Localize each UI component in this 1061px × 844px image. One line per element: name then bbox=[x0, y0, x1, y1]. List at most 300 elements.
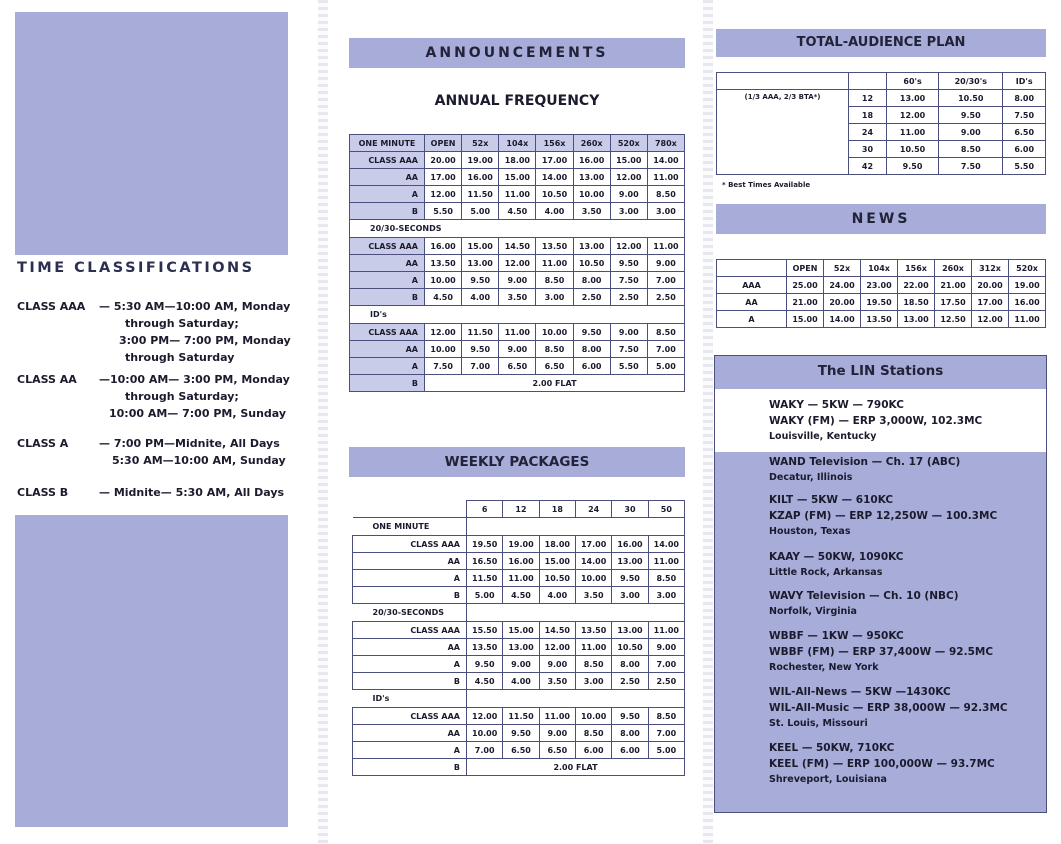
rate-cell: 2.50 bbox=[573, 289, 610, 306]
rate-cell: 4.50 bbox=[499, 203, 536, 220]
rate-cell: 14.00 bbox=[824, 311, 861, 328]
flat-rate-cell: 2.00 FLAT bbox=[467, 759, 685, 776]
rate-cell: 5.50 bbox=[425, 203, 462, 220]
rate-cell: 8.00 bbox=[573, 341, 610, 358]
rate-cell: 13.00 bbox=[612, 622, 648, 639]
rate-cell: 7.00 bbox=[462, 358, 499, 375]
row-label: A bbox=[353, 570, 467, 587]
rate-cell: 5.50 bbox=[610, 358, 647, 375]
rate-cell: 13.50 bbox=[861, 311, 898, 328]
rate-cell: 7.00 bbox=[647, 272, 684, 289]
rate-cell: 7.50 bbox=[610, 341, 647, 358]
rate-cell: 16.00 bbox=[573, 152, 610, 169]
class-time-line: 5:30 AM—10:00 AM, Sunday bbox=[112, 454, 286, 467]
table-header-row bbox=[717, 73, 1046, 90]
class-time-line: through Saturday; bbox=[125, 317, 239, 330]
rate-cell: 15.00 bbox=[539, 553, 575, 570]
rate-cell: 14.50 bbox=[499, 238, 536, 255]
table-row bbox=[353, 570, 685, 587]
station-line: KZAP (FM) — ERP 12,250W — 100.3MC bbox=[769, 510, 998, 522]
rate-cell: 6.50 bbox=[536, 358, 573, 375]
station-line: WAKY (FM) — ERP 3,000W, 102.3MC bbox=[769, 415, 983, 427]
rate-cell: 10.00 bbox=[573, 186, 610, 203]
rate-cell: 12.00 bbox=[467, 708, 503, 725]
rate-cell: 13.00 bbox=[573, 169, 610, 186]
section-label: 20/30-SECONDS bbox=[372, 608, 445, 617]
station-location: Louisville, Kentucky bbox=[769, 431, 877, 442]
rate-cell: 17.00 bbox=[425, 169, 462, 186]
class-label: CLASS AAA bbox=[17, 300, 86, 313]
station-location: Little Rock, Arkansas bbox=[769, 567, 883, 578]
rate-cell: 9.50 bbox=[462, 341, 499, 358]
station-location: Norfolk, Virginia bbox=[769, 606, 857, 617]
rate-cell: 6.00 bbox=[612, 742, 648, 759]
row-label: AA bbox=[350, 169, 425, 186]
header-cell bbox=[717, 260, 787, 277]
header-cell: 50 bbox=[648, 501, 684, 518]
station-group-wand bbox=[769, 454, 960, 486]
station-line: KEEL (FM) — ERP 100,000W — 93.7MC bbox=[769, 758, 995, 770]
rate-cell: 13.50 bbox=[536, 238, 573, 255]
table-row bbox=[353, 673, 685, 690]
rate-cell: 17.50 bbox=[935, 294, 972, 311]
rate-cell: 8.00 bbox=[573, 272, 610, 289]
row-label: AA bbox=[353, 553, 467, 570]
table-row: 18 12.00 9.50 7.50 bbox=[717, 107, 1046, 124]
station-group-keel bbox=[769, 740, 995, 788]
station-group-wbbf bbox=[769, 628, 993, 676]
section-label: 20/30-SECONDS bbox=[350, 220, 685, 238]
section-label: ID's bbox=[372, 694, 390, 703]
rate-cell: 23.00 bbox=[861, 277, 898, 294]
table-row bbox=[353, 587, 685, 604]
header-cell: 104x bbox=[861, 260, 898, 277]
table-row: 24 11.00 9.00 6.50 bbox=[717, 124, 1046, 141]
rate-cell: 21.00 bbox=[787, 294, 824, 311]
station-line: KILT — 5KW — 610KC bbox=[769, 494, 894, 506]
rate-cell: 9.00 bbox=[539, 656, 575, 673]
station-line: KAAY — 50KW, 1090KC bbox=[769, 551, 904, 563]
section-label-row bbox=[353, 518, 685, 536]
table-row bbox=[717, 311, 1046, 328]
rate-cell: 19.50 bbox=[467, 536, 503, 553]
row-label: A bbox=[350, 272, 425, 289]
table-row bbox=[353, 742, 685, 759]
rate-cell: 11.00 bbox=[647, 169, 684, 186]
rate-cell: 8.50 bbox=[648, 570, 684, 587]
rate-cell: 9.00 bbox=[610, 186, 647, 203]
rate-cell: 3.00 bbox=[575, 673, 611, 690]
rate-cell: 16.00 bbox=[425, 238, 462, 255]
rate-cell: 9.00 bbox=[499, 272, 536, 289]
rate-cell: 9.50 bbox=[610, 255, 647, 272]
rate-cell: 12.00 bbox=[499, 255, 536, 272]
rate-cell: 11.00 bbox=[648, 553, 684, 570]
station-line: KEEL — 50KW, 710KC bbox=[769, 742, 895, 754]
row-label: A bbox=[350, 186, 425, 203]
station-line: WBBF (FM) — ERP 37,400W — 92.5MC bbox=[769, 646, 994, 658]
header-cell: OPEN bbox=[787, 260, 824, 277]
rate-cell: 15.50 bbox=[467, 622, 503, 639]
rate-cell: 4.00 bbox=[536, 203, 573, 220]
table-row: 30 10.50 8.50 6.00 bbox=[717, 141, 1046, 158]
rate-cell: 25.00 bbox=[787, 277, 824, 294]
section-label: ONE MINUTE bbox=[372, 522, 430, 531]
rate-cell: 13.00 bbox=[898, 311, 935, 328]
rate-cell: 9.00 bbox=[610, 324, 647, 341]
rate-cell: 9.00 bbox=[648, 639, 684, 656]
annual-frequency-title: ANNUAL FREQUENCY bbox=[434, 93, 600, 109]
rate-cell: 17.00 bbox=[575, 536, 611, 553]
rate-cell: 7.50 bbox=[425, 358, 462, 375]
rate-cell: 11.00 bbox=[575, 639, 611, 656]
rate-cell: 8.50 bbox=[536, 341, 573, 358]
rate-cell: 19.00 bbox=[503, 536, 539, 553]
rate-cell: 19.00 bbox=[462, 152, 499, 169]
rate-cell: 11.50 bbox=[467, 570, 503, 587]
rate-cell: 9.50 bbox=[573, 324, 610, 341]
rate-cell: 9.50 bbox=[503, 725, 539, 742]
station-location: Houston, Texas bbox=[769, 526, 851, 537]
rate-cell: 15.00 bbox=[462, 238, 499, 255]
table-row bbox=[350, 289, 685, 306]
rate-cell: 15.00 bbox=[610, 152, 647, 169]
rate-cell: 6.50 bbox=[503, 742, 539, 759]
station-location: Shreveport, Louisiana bbox=[769, 774, 887, 785]
section-label-row bbox=[353, 690, 685, 708]
station-line: WAVY Television — Ch. 10 (NBC) bbox=[769, 590, 959, 602]
row-label: B bbox=[350, 203, 425, 220]
table-row bbox=[350, 375, 685, 392]
rate-cell: 9.00 bbox=[503, 656, 539, 673]
header-cell: 156x bbox=[536, 135, 573, 152]
rate-cell: 10.00 bbox=[575, 708, 611, 725]
rate-cell: 9.00 bbox=[499, 341, 536, 358]
rate-cell: 18.50 bbox=[898, 294, 935, 311]
rate-cell: 3.50 bbox=[575, 587, 611, 604]
row-label: A bbox=[353, 742, 467, 759]
station-group-wil bbox=[769, 684, 1008, 732]
row-label: AA bbox=[350, 255, 425, 272]
header-cell: ONE MINUTE bbox=[350, 135, 425, 152]
rate-cell: 2.50 bbox=[610, 289, 647, 306]
table-row bbox=[350, 341, 685, 358]
table-row bbox=[353, 656, 685, 673]
row-label: AA bbox=[353, 725, 467, 742]
rate-cell: 10.50 bbox=[612, 639, 648, 656]
rate-cell: 6.50 bbox=[539, 742, 575, 759]
rate-cell: 22.00 bbox=[898, 277, 935, 294]
rate-cell: 11.00 bbox=[539, 708, 575, 725]
station-line: WAKY — 5KW — 790KC bbox=[769, 399, 904, 411]
rate-cell: 5.00 bbox=[462, 203, 499, 220]
rate-cell: 7.00 bbox=[648, 656, 684, 673]
rate-cell: 17.00 bbox=[972, 294, 1009, 311]
total-audience-header: TOTAL-AUDIENCE PLAN bbox=[716, 29, 1046, 57]
table-row bbox=[350, 203, 685, 220]
rate-cell: 12.00 bbox=[972, 311, 1009, 328]
row-label: B bbox=[350, 375, 425, 392]
rate-cell: 14.00 bbox=[648, 536, 684, 553]
rate-cell: 10.00 bbox=[536, 324, 573, 341]
row-label: A bbox=[353, 656, 467, 673]
rate-cell: 4.00 bbox=[462, 289, 499, 306]
rate-cell: 13.00 bbox=[573, 238, 610, 255]
rate-cell: 3.00 bbox=[610, 203, 647, 220]
row-label: A bbox=[350, 358, 425, 375]
rate-cell: 4.50 bbox=[425, 289, 462, 306]
table-row: (1/3 AAA, 2/3 BTA*) 12 13.00 10.50 8.00 bbox=[717, 90, 1046, 107]
rate-cell: 8.00 bbox=[612, 725, 648, 742]
rate-cell: 16.00 bbox=[462, 169, 499, 186]
rate-cell: 20.00 bbox=[972, 277, 1009, 294]
section-label-row bbox=[353, 604, 685, 622]
header-cell: 6 bbox=[467, 501, 503, 518]
rate-cell: 9.50 bbox=[462, 272, 499, 289]
rate-cell: 2.50 bbox=[648, 673, 684, 690]
rate-cell: 9.00 bbox=[539, 725, 575, 742]
class-time-line: through Saturday; bbox=[125, 390, 239, 403]
station-location: Decatur, Illinois bbox=[769, 472, 853, 483]
rate-cell: 3.00 bbox=[648, 587, 684, 604]
class-time-line: — 5:30 AM—10:00 AM, Monday bbox=[99, 300, 291, 313]
header-cell: 260x bbox=[935, 260, 972, 277]
row-label: AA bbox=[353, 639, 467, 656]
rate-cell: 4.50 bbox=[503, 587, 539, 604]
rate-cell: 12.00 bbox=[610, 169, 647, 186]
rate-cell: 4.00 bbox=[539, 587, 575, 604]
header-cell: 12 bbox=[503, 501, 539, 518]
rate-cell: 5.00 bbox=[647, 358, 684, 375]
rate-cell: 18.00 bbox=[499, 152, 536, 169]
rate-cell: 3.50 bbox=[573, 203, 610, 220]
rate-cell: 10.00 bbox=[467, 725, 503, 742]
time-classifications-title: TIME CLASSIFICATIONS bbox=[17, 260, 255, 276]
news-header: NEWS bbox=[716, 204, 1046, 234]
rate-cell: 14.00 bbox=[647, 152, 684, 169]
rate-cell: 3.00 bbox=[647, 203, 684, 220]
rate-cell: 10.50 bbox=[539, 570, 575, 587]
table-row bbox=[353, 553, 685, 570]
rate-cell: 7.00 bbox=[647, 341, 684, 358]
rate-cell: 8.50 bbox=[648, 708, 684, 725]
rate-cell: 9.50 bbox=[612, 570, 648, 587]
header-cell: ID's bbox=[1003, 73, 1046, 90]
table-row bbox=[353, 725, 685, 742]
plan-label: (1/3 AAA, 2/3 BTA*) bbox=[717, 90, 849, 175]
table-row bbox=[350, 238, 685, 255]
bottom-blue-panel bbox=[15, 515, 288, 827]
row-label: CLASS AAA bbox=[353, 708, 467, 725]
rate-cell: 8.50 bbox=[575, 725, 611, 742]
rate-cell: 7.00 bbox=[648, 725, 684, 742]
rate-cell: 19.00 bbox=[1009, 277, 1046, 294]
rate-cell: 13.00 bbox=[462, 255, 499, 272]
header-cell: 24 bbox=[575, 501, 611, 518]
rate-cell: 11.50 bbox=[462, 186, 499, 203]
class-time-line: through Saturday bbox=[125, 351, 235, 364]
rate-cell: 10.50 bbox=[573, 255, 610, 272]
rate-cell: 8.00 bbox=[612, 656, 648, 673]
rate-cell: 12.00 bbox=[610, 238, 647, 255]
rate-cell: 8.50 bbox=[647, 324, 684, 341]
table-header-row bbox=[353, 501, 685, 518]
rate-cell: 9.00 bbox=[647, 255, 684, 272]
table-header-row bbox=[350, 135, 685, 152]
rate-cell: 20.00 bbox=[425, 152, 462, 169]
rate-cell: 18.00 bbox=[539, 536, 575, 553]
rate-cell: 5.00 bbox=[648, 742, 684, 759]
class-time-line: — Midnite— 5:30 AM, All Days bbox=[99, 486, 285, 499]
class-time-line: 10:00 AM— 7:00 PM, Sunday bbox=[109, 407, 287, 420]
rate-cell: 10.00 bbox=[575, 570, 611, 587]
rate-cell: 6.00 bbox=[573, 358, 610, 375]
header-cell: 52x bbox=[824, 260, 861, 277]
rate-cell: 5.00 bbox=[467, 587, 503, 604]
station-group-wavy bbox=[769, 588, 959, 620]
rate-cell: 10.00 bbox=[425, 272, 462, 289]
rate-cell: 13.50 bbox=[575, 622, 611, 639]
top-blue-panel bbox=[15, 12, 288, 255]
fold-line-right bbox=[703, 0, 713, 844]
table-row bbox=[717, 294, 1046, 311]
table-row: 42 9.50 7.50 5.50 bbox=[717, 158, 1046, 175]
table-row bbox=[350, 255, 685, 272]
rate-cell: 10.00 bbox=[425, 341, 462, 358]
row-label: B bbox=[353, 759, 467, 776]
rate-cell: 14.00 bbox=[536, 169, 573, 186]
rate-cell: 2.50 bbox=[647, 289, 684, 306]
fold-line-left bbox=[318, 0, 328, 844]
rate-cell: 13.50 bbox=[467, 639, 503, 656]
rate-cell: 3.00 bbox=[612, 587, 648, 604]
row-label: CLASS AAA bbox=[353, 536, 467, 553]
row-label: B bbox=[353, 587, 467, 604]
rate-cell: 8.50 bbox=[575, 656, 611, 673]
rate-cell: 11.00 bbox=[536, 255, 573, 272]
table-row bbox=[350, 169, 685, 186]
row-label: AA bbox=[350, 341, 425, 358]
header-cell: OPEN bbox=[425, 135, 462, 152]
rate-cell: 13.00 bbox=[503, 639, 539, 656]
table-row bbox=[353, 708, 685, 725]
table-header-row bbox=[717, 260, 1046, 277]
rate-cell: 15.00 bbox=[503, 622, 539, 639]
header-cell: 156x bbox=[898, 260, 935, 277]
row-label: A bbox=[717, 311, 787, 328]
rate-cell: 12.50 bbox=[935, 311, 972, 328]
table-row bbox=[350, 324, 685, 341]
header-cell: 60's bbox=[887, 73, 939, 90]
header-cell: 780x bbox=[647, 135, 684, 152]
station-line: WAND Television — Ch. 17 (ABC) bbox=[769, 456, 961, 468]
rate-cell: 9.50 bbox=[612, 708, 648, 725]
row-label: AAA bbox=[717, 277, 787, 294]
header-cell: 104x bbox=[499, 135, 536, 152]
rate-cell: 4.00 bbox=[503, 673, 539, 690]
rate-cell: 11.00 bbox=[499, 324, 536, 341]
station-line: WIL-All-News — 5KW —1430KC bbox=[769, 686, 951, 698]
weekly-packages-header: WEEKLY PACKAGES bbox=[349, 447, 685, 477]
class-time-line: 3:00 PM— 7:00 PM, Monday bbox=[119, 334, 291, 347]
table-row bbox=[353, 759, 685, 776]
rate-cell: 12.00 bbox=[425, 324, 462, 341]
annual-frequency-table bbox=[349, 134, 685, 392]
table-row bbox=[350, 152, 685, 169]
flat-rate-cell: 2.00 FLAT bbox=[425, 375, 685, 392]
rate-cell: 14.00 bbox=[575, 553, 611, 570]
station-location: Rochester, New York bbox=[769, 662, 879, 673]
row-label: CLASS AAA bbox=[353, 622, 467, 639]
header-cell bbox=[717, 73, 849, 90]
rate-cell: 6.50 bbox=[499, 358, 536, 375]
rate-cell: 10.50 bbox=[536, 186, 573, 203]
rate-cell: 11.00 bbox=[647, 238, 684, 255]
table-row bbox=[350, 358, 685, 375]
header-cell: 18 bbox=[539, 501, 575, 518]
row-label: AA bbox=[717, 294, 787, 311]
station-group-kaay bbox=[769, 549, 904, 581]
station-location: St. Louis, Missouri bbox=[769, 718, 868, 729]
rate-cell: 3.50 bbox=[539, 673, 575, 690]
rate-cell: 16.00 bbox=[1009, 294, 1046, 311]
class-time-line: —10:00 AM— 3:00 PM, Monday bbox=[99, 373, 290, 386]
rate-cell: 11.00 bbox=[1009, 311, 1046, 328]
rate-cell: 9.50 bbox=[467, 656, 503, 673]
class-label: CLASS B bbox=[17, 486, 69, 499]
class-time-line: — 7:00 PM—Midnite, All Days bbox=[99, 437, 280, 450]
header-cell bbox=[353, 501, 467, 518]
rate-cell: 12.00 bbox=[425, 186, 462, 203]
rate-cell: 11.00 bbox=[503, 570, 539, 587]
rate-cell: 15.00 bbox=[499, 169, 536, 186]
row-label: CLASS AAA bbox=[350, 238, 425, 255]
weekly-packages-table bbox=[352, 500, 685, 776]
table-row bbox=[353, 639, 685, 656]
row-label: B bbox=[353, 673, 467, 690]
rate-cell: 11.00 bbox=[648, 622, 684, 639]
rate-cell: 16.00 bbox=[612, 536, 648, 553]
rate-cell: 8.50 bbox=[536, 272, 573, 289]
rate-cell: 8.50 bbox=[647, 186, 684, 203]
section-label: ID's bbox=[350, 306, 685, 324]
rate-cell: 4.50 bbox=[467, 673, 503, 690]
header-cell: 30 bbox=[612, 501, 648, 518]
rate-cell: 15.00 bbox=[787, 311, 824, 328]
announcements-header: ANNOUNCEMENTS bbox=[349, 38, 685, 68]
header-cell: 312x bbox=[972, 260, 1009, 277]
header-cell: 52x bbox=[462, 135, 499, 152]
best-times-footnote: * Best Times Available bbox=[722, 181, 811, 189]
rate-cell: 21.00 bbox=[935, 277, 972, 294]
rate-cell: 16.50 bbox=[467, 553, 503, 570]
row-label: CLASS AAA bbox=[350, 152, 425, 169]
station-group-kilt bbox=[769, 492, 997, 540]
rate-cell: 14.50 bbox=[539, 622, 575, 639]
rate-cell: 3.50 bbox=[499, 289, 536, 306]
rate-cell: 13.00 bbox=[612, 553, 648, 570]
class-label: CLASS AA bbox=[17, 373, 77, 386]
table-row bbox=[717, 277, 1046, 294]
table-row bbox=[350, 272, 685, 289]
station-group-waky bbox=[769, 397, 982, 445]
class-label: CLASS A bbox=[17, 437, 69, 450]
rate-cell: 11.50 bbox=[462, 324, 499, 341]
rate-cell: 24.00 bbox=[824, 277, 861, 294]
table-row bbox=[350, 186, 685, 203]
rate-cell: 6.00 bbox=[575, 742, 611, 759]
rate-cell: 12.00 bbox=[539, 639, 575, 656]
